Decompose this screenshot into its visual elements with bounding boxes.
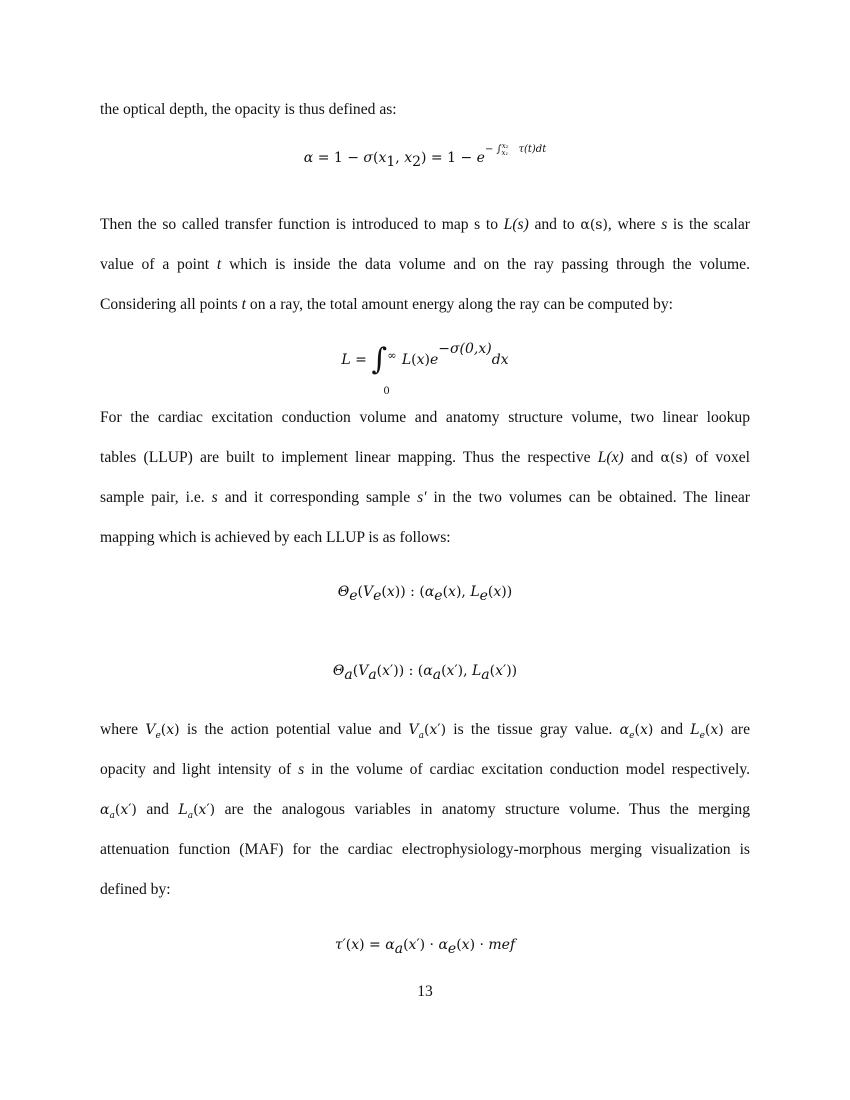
where-line-4: attenuation function (MAF) for the cardiac electrophysiology-morphous merging visualization is [100,841,750,858]
text-run: and it corresponding sample [224,489,411,506]
text-run: in the two volumes can be obtained. The linear [433,489,750,506]
text-run: are the analogous variables in anatomy structure volume. Thus the merging [224,801,750,818]
math-lx: L(x) [597,449,624,466]
text-run: and [630,449,654,466]
text-run: in the volume of cardiac excitation conduction model respectively. [311,761,751,778]
math-la-xp: $L_a(x')$ [178,802,216,821]
equation-theta-e: $\Theta_e(V_e(x))$ : ($\alpha_e(x)$, $L_e(x)$) [337,584,513,604]
text-run: is the scalar [672,216,750,233]
text-run: is the tissue gray value. [453,721,613,738]
where-line-2 [100,750,750,790]
intro-line: the optical depth, the opacity is thus defined as: [100,101,397,118]
text-run: and to [534,216,575,233]
math-alpha-a-xp: $\alpha_a(x')$ [100,802,137,821]
transfer-line-2 [100,245,750,285]
text-run: Considering all points [100,296,238,313]
intro-paragraph [100,90,750,130]
llup-paragraph [100,398,750,558]
llup-line-3 [100,478,750,518]
math-alpha-s: α(s) [660,450,689,466]
math-ve-x: $V_e(x)$ [145,722,180,741]
equation-energy: L = ∫ ∞ 0 $L(x)e^{-\sigma(0,x)}dx$ [341,341,509,397]
text-run: opacity and light intensity of [100,761,292,778]
text-run: sample pair, i.e. [100,489,205,506]
text-run: which is inside the data volume and on the ray passing through the volume. [229,256,750,273]
llup-line-1: For the cardiac excitation conduction volume and anatomy structure volume, two linear lookup [100,409,750,426]
text-run: , where [607,216,656,233]
text-run: where [100,721,139,738]
where-paragraph [100,710,750,910]
text-run: tables (LLUP) are built to implement linear mapping. Thus the respective [100,449,591,466]
math-s: s [211,489,218,506]
equation-opacity: $\alpha = 1 - \sigma(x_1$, $x_2) = 1 - e^{- \int^{x_2}_{x_1} \tau(t)dt}$ [303,142,547,170]
text-run: and [660,721,684,738]
transfer-line-1 [100,205,750,245]
text-run: are [730,721,750,738]
paper-page [100,0,750,1100]
llup-line-2 [100,438,750,478]
equation-theta-a: $\Theta_a(V_a(x'))$ : ($\alpha_a(x')$, $L_a(x')$) [332,663,518,683]
math-s: s [661,216,668,233]
math-t: t [241,296,246,313]
math-s: s [298,761,305,778]
where-line-3 [100,790,750,830]
text-run: Then the so called transfer function is introduced to map s to [100,216,499,233]
text-run: value of a point [100,256,210,273]
text-run: on a ray, the total amount energy along the ray can be computed by: [249,296,673,313]
text-run: and [146,801,169,818]
where-line-5: defined by: [100,881,171,898]
text-run: of voxel [695,449,750,466]
transfer-line-3 [100,285,750,325]
math-alpha-s: α(s) [580,217,608,233]
math-ls: L(s) [503,216,529,233]
math-le-x: $L_e(x)$ [690,722,724,741]
math-alpha-e-x: $\alpha_e(x)$ [619,722,654,741]
page-number: 13 [417,983,433,1000]
llup-line-4: mapping which is achieved by each LLUP is as follows: [100,529,451,546]
math-s-prime: s' [417,489,427,506]
math-va-xp: $V_a(x')$ [408,722,447,741]
text-run: is the action potential value and [186,721,402,738]
equation-maf: $\tau'(x) = \alpha_a(x') \cdot \alpha_e(x)$ · mef [334,937,516,957]
integral-sign: ∫ ∞ 0 [371,342,397,397]
math-t: t [216,256,222,273]
where-line-1 [100,710,750,750]
transfer-paragraph [100,205,750,325]
